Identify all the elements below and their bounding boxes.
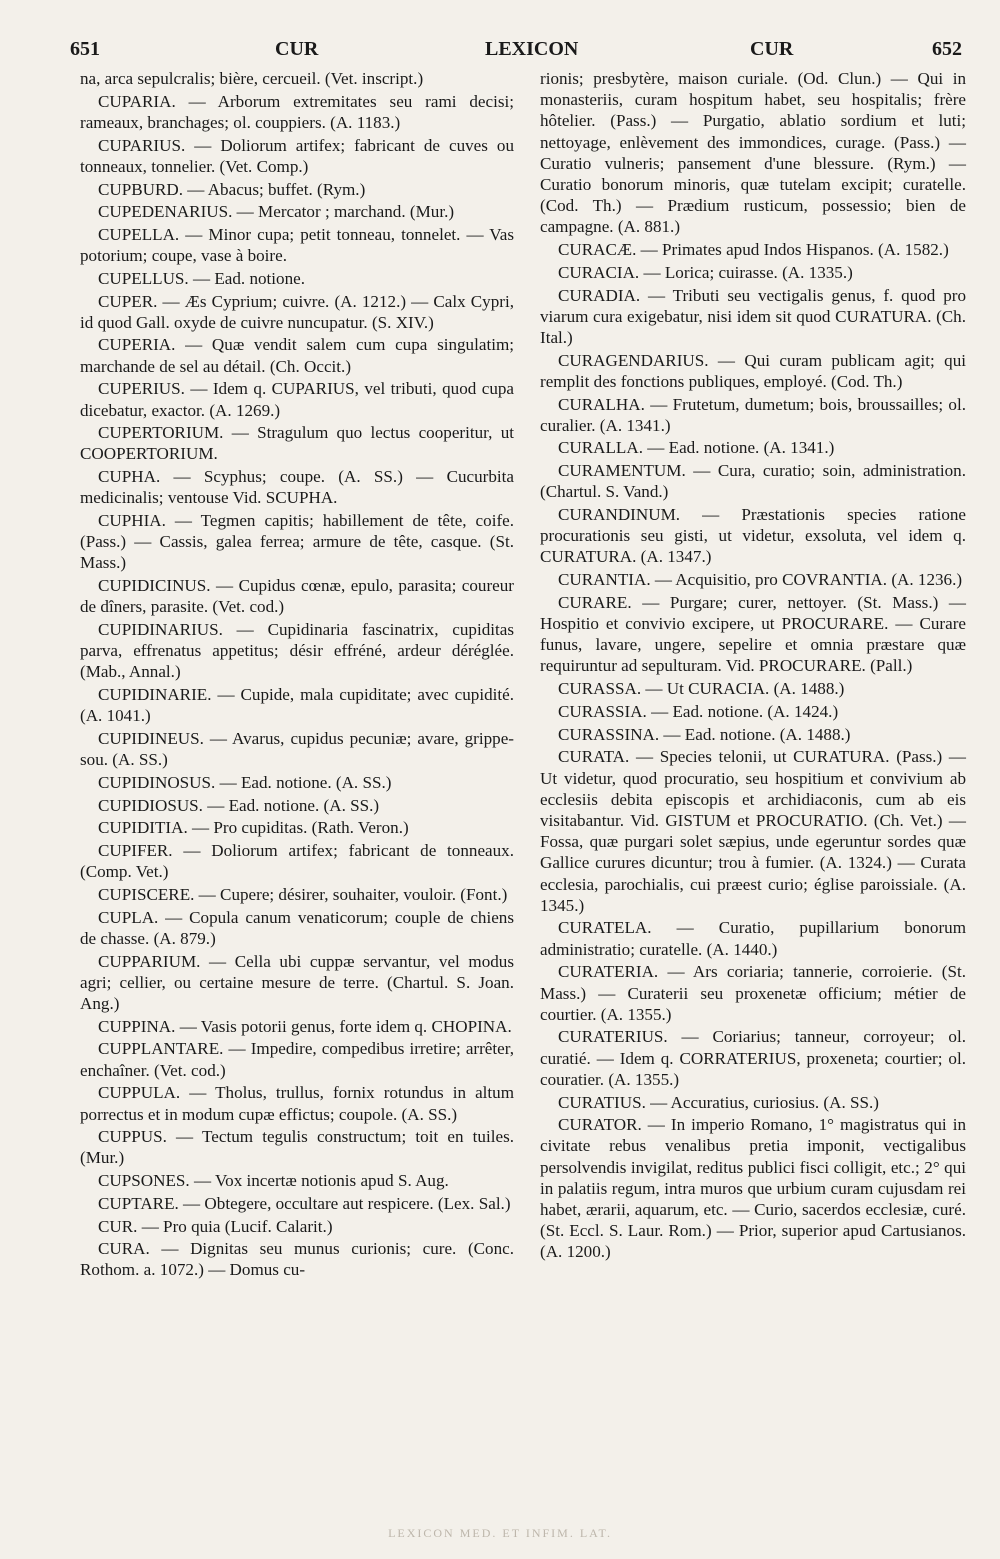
dictionary-entry: CUR. — Pro quia (Lucif. Calarit.) (98, 1216, 333, 1236)
running-title: LEXICON (485, 38, 579, 60)
left-column (80, 68, 514, 1282)
dictionary-entry: na, arca sepulcralis; bière, cercueil. (Vet. inscript.) (80, 69, 424, 88)
dictionary-entry: CUPARIUS. — Doliorum artifex; fabricant de cuves ou tonneaux, tonnelier. (Vet. Comp.) (80, 135, 514, 176)
dictionary-entry: CURATERIA. — Ars coriaria; tannerie, corroierie. (St. Mass.) — Curaterii seu proxenetæ officium; métier de courtier. (A. 1355.) (540, 962, 966, 1024)
dictionary-entry: CUPERIUS. — Idem q. CUPARIUS, vel tributi, quod cupa dicebatur, exactor. (A. 1269.) (80, 379, 514, 420)
dictionary-entry: CUPEDENARIUS. — Mercator ; marchand. (Mur.) (98, 202, 455, 222)
footer-signature: LEXICON MED. ET INFIM. LAT. (388, 1526, 612, 1540)
dictionary-entry: CUPIDINARIE. — Cupide, mala cupiditate; avec cupidité. (A. 1041.) (80, 685, 514, 726)
dictionary-entry: CUPIFER. — Doliorum artifex; fabricant de tonneaux. (Comp. Vet.) (80, 841, 514, 882)
dictionary-entry: CURARE. — Purgare; curer, nettoyer. (St. Mass.) — Hospitio et convivio excipere, ut PROCURARE. — Curare funus, lavare, ungere, sepelire et omnia præstare quæ requiruntur ad sepulturam. Vid. PROCURARE. (Pall.) (540, 592, 966, 676)
dictionary-entry: CURASSINA. — Ead. notione. (A. 1488.) (558, 724, 851, 744)
dictionary-entry: CUPPUS. — Tectum tegulis constructum; toit en tuiles. (Mur.) (80, 1127, 514, 1168)
dictionary-entry: CURATOR. — In imperio Romano, 1° magistratus qui in civitate rebus venalibus pretia imponit, vectigalibus persolvendis invigilat, reditus publici fisci colligit, etc.; 2° qui in palatiis regum, intra muros que urbium curam cujusdam rei habet, ærarii, aquarum, etc. — Curio, sacerdos ecclesiæ, curé. (St. Eccl. S. Laur. Rom.) — Prior, superior apud Cartusianos. (A. 1200.) (540, 1115, 966, 1262)
dictionary-entry: CUPIDINOSUS. — Ead. notione. (A. SS.) (98, 773, 392, 792)
dictionary-entry: CURAGENDARIUS. — Qui curam publicam agit; qui remplit des fonctions publiques, employé. (Cod. Th.) (540, 350, 966, 391)
dictionary-entry: CUPSONES. — Vox incertæ notionis apud S. Aug. (98, 1171, 449, 1191)
dictionary-entry: CURATIUS. — Accuratius, curiosius. (A. SS.) (558, 1092, 879, 1112)
dictionary-entry: CUPTARE. — Obtegere, occultare aut respicere. (Lex. Sal.) (98, 1193, 511, 1213)
dictionary-entry: CUPIDINARIUS. — Cupidinaria fascinatrix, cupiditas parva, effrenatus appetitus; désir effréné, ardeur déréglée. (Mab., Annal.) (80, 620, 514, 682)
dictionary-entry: CURADIA. — Tributi seu vectigalis genus, f. quod pro viarum cura exigebatur, nisi idem sit quod CURATURA. (Ch. Ital.) (540, 285, 966, 347)
dictionary-entry: CURASSIA. — Ead. notione. (A. 1424.) (558, 701, 839, 721)
dictionary-entry: CUPELLA. — Minor cupa; petit tonneau, tonnelet. — Vas potorium; coupe, vase à boire. (80, 224, 514, 266)
dictionary-entry: CURATELA. — Curatio, pupillarium bonorum administratio; curatelle. (A. 1440.) (540, 918, 966, 959)
dictionary-entry: CUPBURD. — Abacus; buffet. (Rym.) (98, 179, 366, 199)
dictionary-entry: CUPIDICINUS. — Cupidus cœnæ, epulo, parasita; coureur de dîners, parasite. (Vet. cod.) (80, 576, 514, 617)
dictionary-entry: CUPPULA. — Tholus, trullus, fornix rotundus in altum porrectus et in modum cupæ effictus; coupole. (A. SS.) (80, 1083, 514, 1124)
page-header (70, 38, 962, 68)
left-page-number: 651 (70, 38, 100, 60)
dictionary-entry: CUPERIA. — Quæ vendit salem cum cupa singulatim; marchande de sel au détail. (Ch. Occit.) (80, 335, 514, 376)
dictionary-entry: CURATERIUS. — Coriarius; tanneur, corroyeur; ol. curatié. — Idem q. CORRATERIUS, proxeneta; courtier; ol. couratier. (A. 1355.) (540, 1027, 966, 1089)
dictionary-entry: CURANDINUM. — Præstationis species ratione procurationis seu gisti, ut videtur, exsoluta, vel idem q. CURATURA. (A. 1347.) (540, 505, 966, 567)
dictionary-entry: CURA. — Dignitas seu munus curionis; cure. (Conc. Rothom. a. 1072.) — Domus cu- (80, 1239, 514, 1280)
right-column (540, 68, 966, 1264)
right-page-number: 652 (932, 38, 962, 60)
right-guide-word: CUR (750, 38, 794, 60)
dictionary-entry: CURATA. — Species telonii, ut CURATURA. (Pass.) — Ut videtur, quod procuratio, seu hospitium et convivium ab ecclesiis debita episcopis et archidiaconis, cum ab eis visitabantur. Vid. GISTUM et PROCURATIO. (Ch. Vet.) — Fossa, quæ purgari solet sæpius, unde egeruntur sordes quæ Gallice curures dicuntur; trou à fumier. (A. 1324.) — Curata ecclesia, parochialis, cui præest curio; église paroissiale. (A. 1345.) (540, 747, 966, 915)
dictionary-entry: CUPHIA. — Tegmen capitis; habillement de tête, coife. (Pass.) — Cassis, galea ferrea; armure de tête, casque. (St. Mass.) (80, 511, 514, 573)
dictionary-entry: CUPER. — Æs Cyprium; cuivre. (A. 1212.) — Calx Cypri, id quod Gall. oxyde de cuivre nuncupatur. (S. XIV.) (80, 291, 514, 332)
left-guide-word: CUR (275, 38, 319, 60)
dictionary-entry: CUPIDIOSUS. — Ead. notione. (A. SS.) (98, 795, 380, 815)
dictionary-entry: CUPISCERE. — Cupere; désirer, souhaiter, vouloir. (Font.) (98, 885, 508, 905)
dictionary-entry: CURASSA. — Ut CURACIA. (A. 1488.) (558, 679, 845, 699)
dictionary-entry: CUPIDINEUS. — Avarus, cupidus pecuniæ; avare, grippe-sou. (A. SS.) (80, 729, 514, 770)
dictionary-entry: CURAMENTUM. — Cura, curatio; soin, administration. (Chartul. S. Vand.) (540, 461, 966, 502)
dictionary-entry: CURACIA. — Lorica; cuirasse. (A. 1335.) (558, 262, 853, 282)
dictionary-entry: CURALLA. — Ead. notione. (A. 1341.) (558, 438, 835, 458)
dictionary-entry: CUPELLUS. — Ead. notione. (98, 268, 306, 288)
dictionary-entry: CUPIDITIA. — Pro cupiditas. (Rath. Veron.) (98, 818, 409, 838)
dictionary-entry: CUPPLANTARE. — Impedire, compedibus irretire; arrêter, enchaîner. (Vet. cod.) (80, 1039, 514, 1080)
dictionary-entry: CURANTIA. — Acquisitio, pro COVRANTIA. (A. 1236.) (558, 570, 963, 590)
dictionary-entry: CUPERTORIUM. — Stragulum quo lectus cooperitur, ut COOPERTORIUM. (80, 423, 514, 464)
dictionary-entry: CURACÆ. — Primates apud Indos Hispanos. (A. 1582.) (558, 240, 949, 260)
dictionary-entry: CUPLA. — Copula canum venaticorum; couple de chiens de chasse. (A. 879.) (80, 907, 514, 948)
dictionary-entry: CUPPARIUM. — Cella ubi cuppæ servantur, vel modus agri; cellier, ou certaine mesure de terre. (Chartul. S. Joan. Ang.) (80, 951, 514, 1014)
dictionary-entry: CURALHA. — Frutetum, dumetum; bois, broussailles; ol. curalier. (A. 1341.) (540, 394, 966, 435)
dictionary-entry: CUPARIA. — Arborum extremitates seu rami decisi; rameaux, branchages; ol. couppiers. (A. 1183.) (80, 91, 514, 132)
dictionary-entry: CUPPINA. — Vasis potorii genus, forte idem q. CHOPINA. (98, 1016, 512, 1036)
dictionary-entry: CUPHA. — Scyphus; coupe. (A. SS.) — Cucurbita medicinalis; ventouse Vid. SCUPHA. (80, 467, 514, 508)
dictionary-entry: rionis; presbytère, maison curiale. (Od. Clun.) — Qui in monasteriis, curam hospitum habet, seu hospitalis; frère hôtelier. (Pass.) — Purgatio, ablatio sordium et luti; nettoyage, enlèvement des immondices, curage. (Pass.) — Curatio vulneris; pansement d'une blessure. (Rym.) — Curatio bonorum minoris, quæ tutelam excipit; curatelle. (Cod. Th.) — Prædium rusticum, possessio; bien de campagne. (A. 881.) (540, 69, 966, 237)
